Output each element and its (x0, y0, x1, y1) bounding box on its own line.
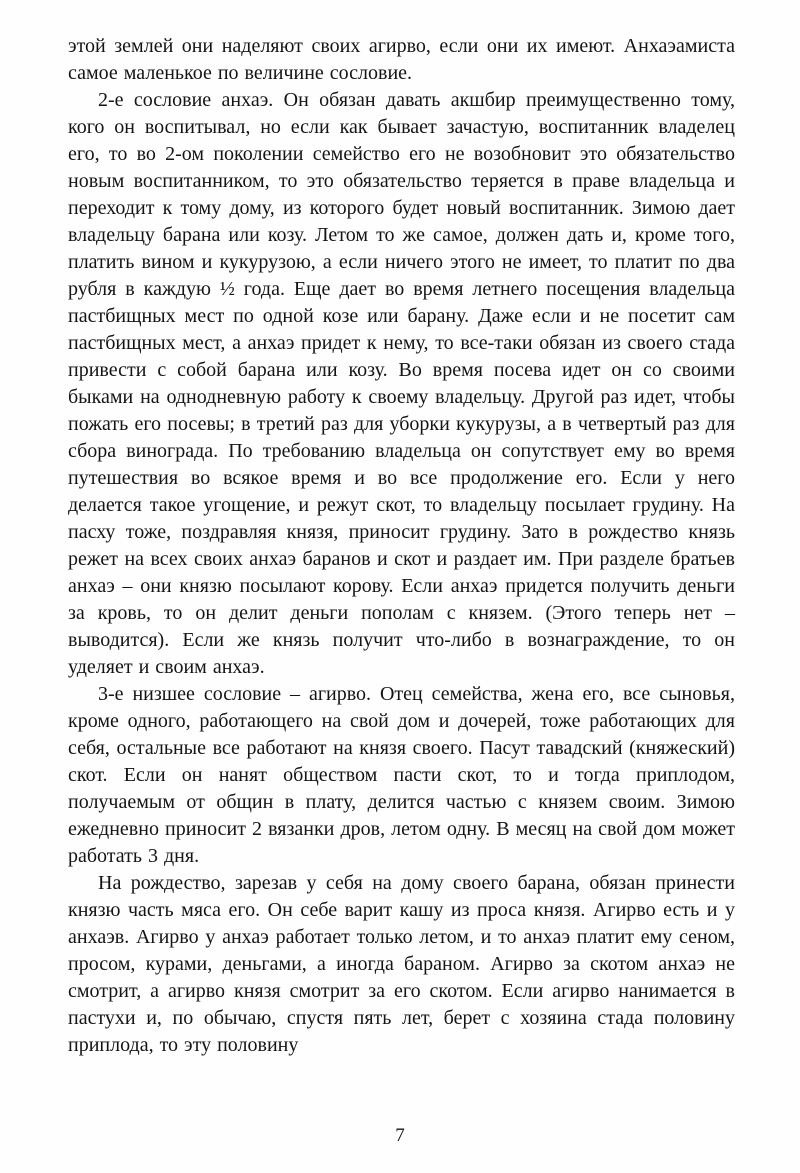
paragraph-estate-2-anhae: 2-е сословие анхаэ. Он обязан давать акшбир преимущественно тому, кого он воспитывал, но если как бывает зачастую, воспитанник владелец его, то во 2-ом поколении семейство его не возобновит это обязательство новым воспитанником, то это обязательство теряется в праве владельца и переходит к тому дому, из которого будет новый воспитанник. Зимою дает владельцу барана или козу. Летом то же самое, должен дать и, кроме того, платить вином и кукурузою, а если ничего этого не имеет, то платит по два рубля в каждую ½ года. Еще дает во время летнего посещения владельца пастбищных мест по одной козе или барану. Даже если и не посетит сам пастбищных мест, а анхаэ придет к нему, то все-таки обязан из своего стада привести с собой барана или козу. Во время посева идет он со своими быками на однодневную работу к своему владельцу. Другой раз идет, чтобы пожать его посевы; в третий раз для уборки кукурузы, а в четвертый раз для сбора винограда. По требованию владельца он сопутствует ему во время путешествия во всякое время и во все продолжение его. Если у него делается такое угощение, и режут скот, то владельцу посылает грудину. На пасху тоже, поздравляя князя, приносит грудину. Зато в рождество князь режет на всех своих анхаэ баранов и скот и раздает им. При разделе братьев анхаэ – они князю посылают корову. Если анхаэ придется получить деньги за кровь, то он делит деньги пополам с князем. (Этого теперь нет – выводится). Если же князь получит что-либо в вознаграждение, то он уделяет и своим анхаэ. (68, 89, 735, 678)
paragraph-continuation: этой землей они наделяют своих агирво, если они их имеют. Анхаэамиста самое маленькое по величине сословие. (68, 35, 735, 84)
page-number: 7 (395, 1125, 405, 1146)
page-text (68, 33, 735, 1059)
paragraph-christmas-customs: На рождество, зарезав у себя на дому своего барана, обязан принести князю часть мяса его. Он себе варит кашу из проса князя. Агирво есть и у анхаэв. Агирво у анхаэ работает только летом, и то анхаэ платит ему сеном, просом, курами, деньгами, а иногда бараном. Агирво за скотом анхаэ не смотрит, а агирво князя смотрит за его скотом. Если агирво нанимается в пастухи и, по обычаю, спустя пять лет, берет с хозяина стада половину приплода, то эту половину (68, 872, 735, 1056)
paragraph-estate-3-agirvo: 3-е низшее сословие – агирво. Отец семейства, жена его, все сыновья, кроме одного, работающего на свой дом и дочерей, тоже работающих для себя, остальные все работают на князя своего. Пасут тавадский (княжеский) скот. Если он нанят обществом пасти скот, то и тогда приплодом, получаемым от общин в плату, делится частью с князем своим. Зимою ежедневно приносит 2 вязанки дров, летом одну. В месяц на свой дом может работать 3 дня. (68, 683, 735, 867)
